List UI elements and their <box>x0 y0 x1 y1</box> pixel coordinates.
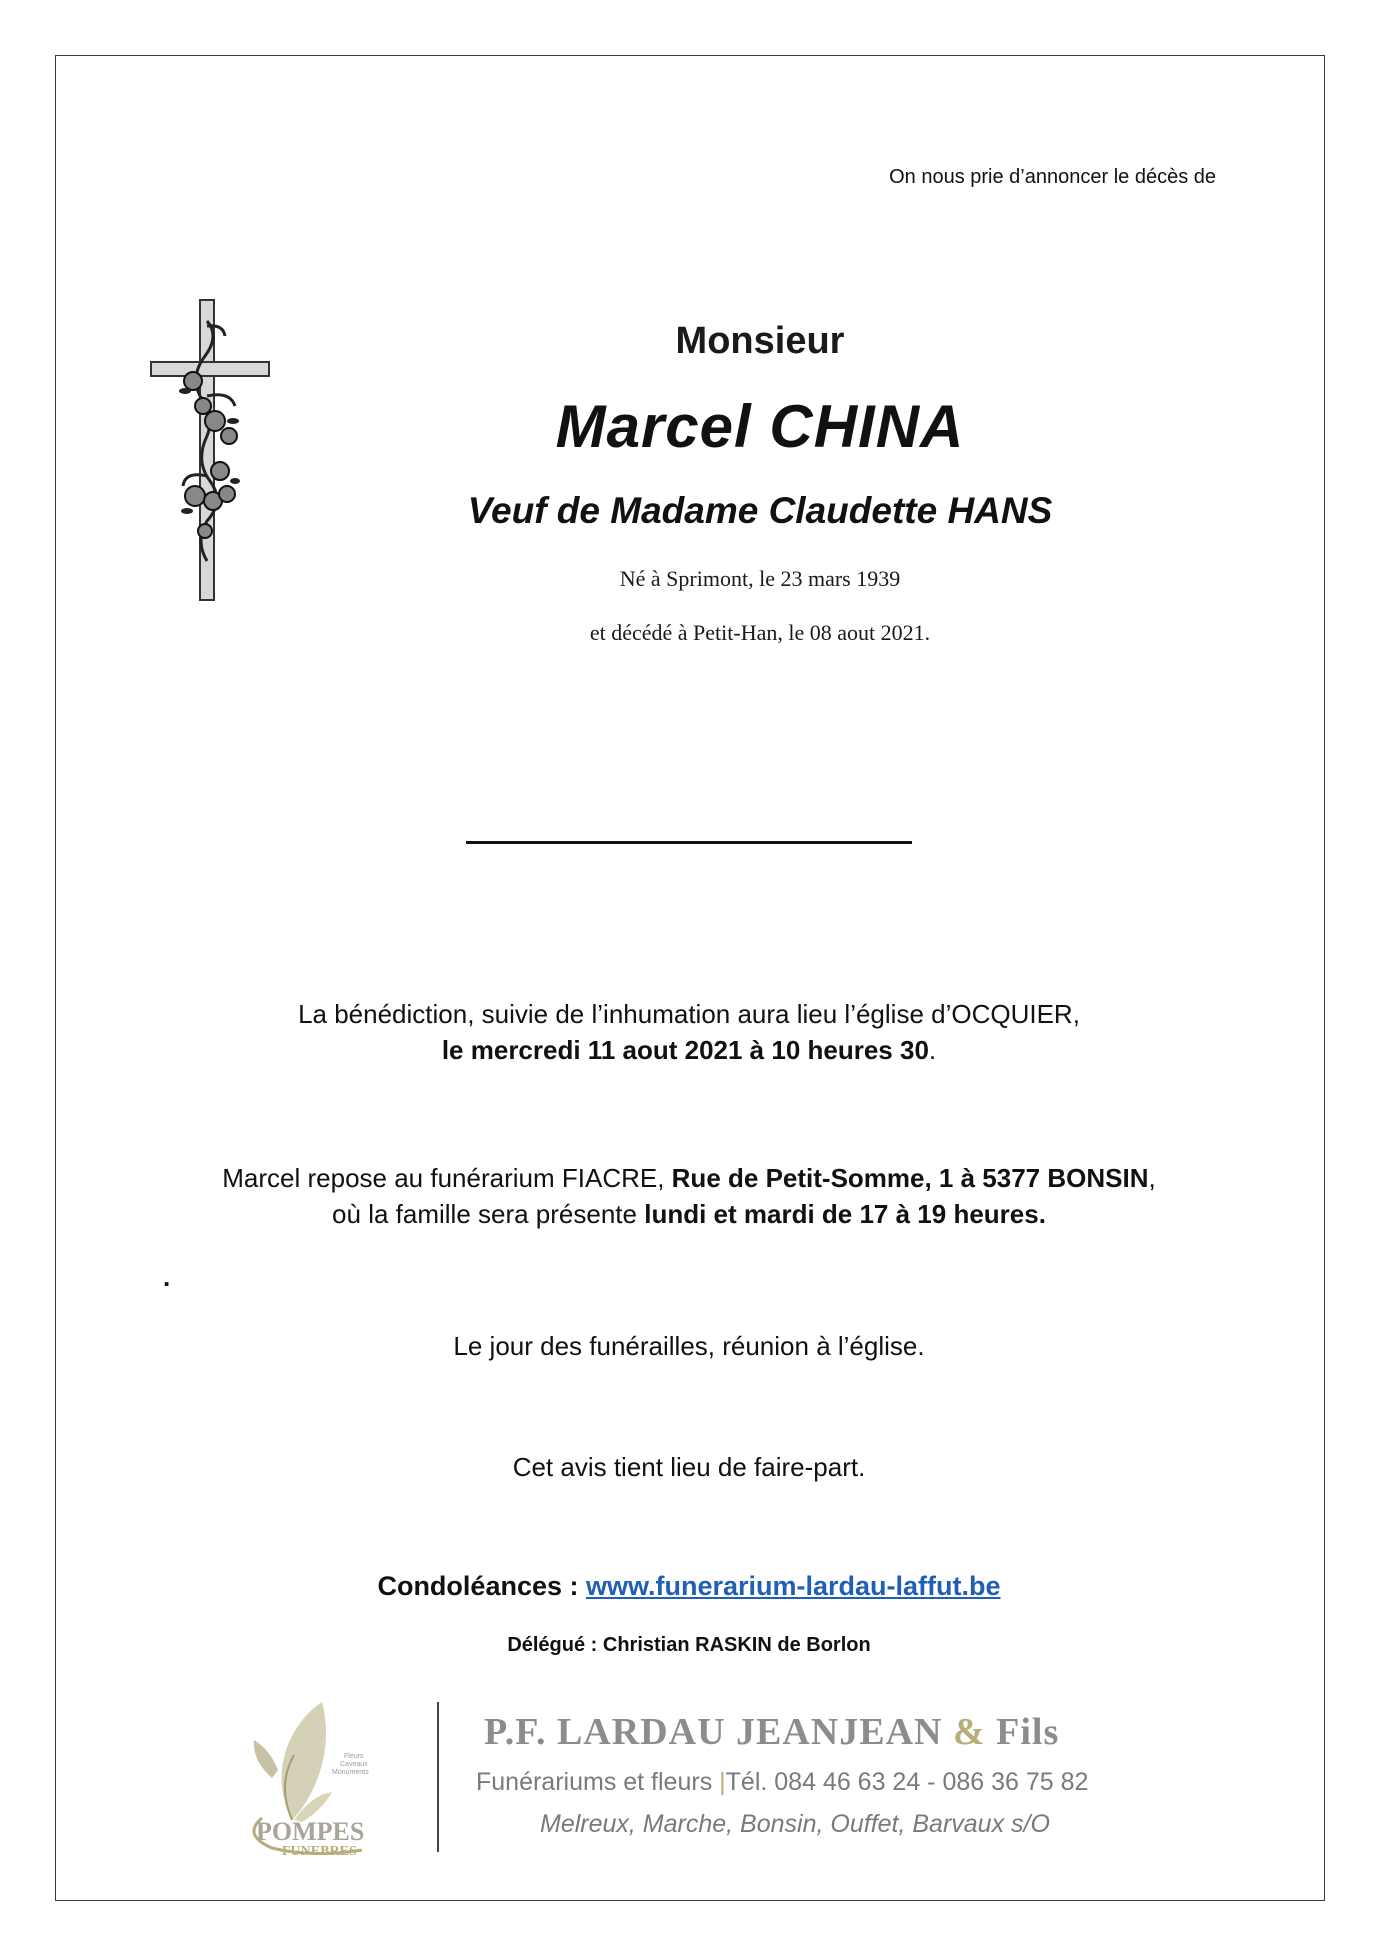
deceased-name: Marcel CHINA <box>555 393 965 460</box>
visitation-line2-start: où la famille sera présente <box>332 1199 645 1229</box>
condolences-label: Condoléances : <box>377 1571 586 1601</box>
ceremony-line1: La bénédiction, suivie de l’inhumation aura lieu l’église d’OCQUIER, <box>298 999 1080 1029</box>
notice-text: Cet avis tient lieu de faire-part. <box>512 1452 866 1482</box>
firm-contact-separator: | <box>719 1768 726 1796</box>
firm-name-ampersand: & <box>952 1711 986 1753</box>
death-info: et décédé à Petit-Han, le 08 aout 2021. <box>589 620 931 645</box>
logo-tagline-2: Caveaux <box>340 1761 368 1768</box>
condolences-line <box>0 1571 1378 1602</box>
logo-separator <box>437 1702 439 1852</box>
visitation-line2 <box>0 1196 1378 1232</box>
widow-of: Veuf de Madame Claudette HANS <box>467 490 1053 531</box>
ceremony-line2 <box>0 1032 1378 1068</box>
logo-sub-text: FUNEBRES <box>282 1844 357 1859</box>
delegate-text: Délégué : Christian RASKIN de Borlon <box>507 1634 871 1656</box>
condolences-link[interactable]: www.funerarium-lardau-laffut.be <box>586 1571 1001 1601</box>
funeral-day-text: Le jour des funérailles, réunion à l’église. <box>453 1331 925 1361</box>
honorific: Monsieur <box>675 320 845 362</box>
firm-services: Funérariums et fleurs <box>476 1768 720 1796</box>
firm-phones: Tél. 084 46 63 24 - 086 36 75 82 <box>725 1768 1089 1796</box>
ceremony-line2-end: . <box>928 1035 937 1065</box>
logo-main-text: POMPES <box>256 1817 365 1846</box>
visitation-line1-end: , <box>1148 1163 1156 1193</box>
visitation-paragraph <box>0 1160 1378 1232</box>
visitation-line1-start: Marcel repose au funérarium FIACRE, <box>222 1163 672 1193</box>
firm-locations: Melreux, Marche, Bonsin, Ouffet, Barvaux s/O <box>540 1810 1050 1838</box>
visitation-line1 <box>0 1160 1378 1196</box>
firm-name-main: P.F. LARDAU JEANJEAN <box>484 1711 953 1753</box>
logo-tagline-1: Fleurs <box>344 1753 364 1760</box>
ceremony-date: le mercredi 11 aout 2021 à 10 heures 30 <box>441 1035 929 1065</box>
firm-name-suffix: Fils <box>985 1711 1060 1753</box>
ceremony-paragraph <box>0 996 1378 1068</box>
pompes-funebres-logo <box>232 1700 432 1860</box>
divider-line <box>466 841 912 844</box>
logo-tagline-3: Monuments <box>332 1769 369 1776</box>
visitation-hours: lundi et mardi de 17 à 19 heures. <box>644 1199 1046 1229</box>
birth-info: Né à Sprimont, le 23 mars 1939 <box>619 566 901 591</box>
firm-name <box>484 1710 1059 1754</box>
firm-contact-line <box>476 1768 1088 1797</box>
intro-text: On nous prie d’annoncer le décès de <box>889 166 1216 188</box>
visitation-address: Rue de Petit-Somme, 1 à 5377 BONSIN <box>671 1163 1149 1193</box>
stray-bullet: . <box>163 1262 171 1292</box>
